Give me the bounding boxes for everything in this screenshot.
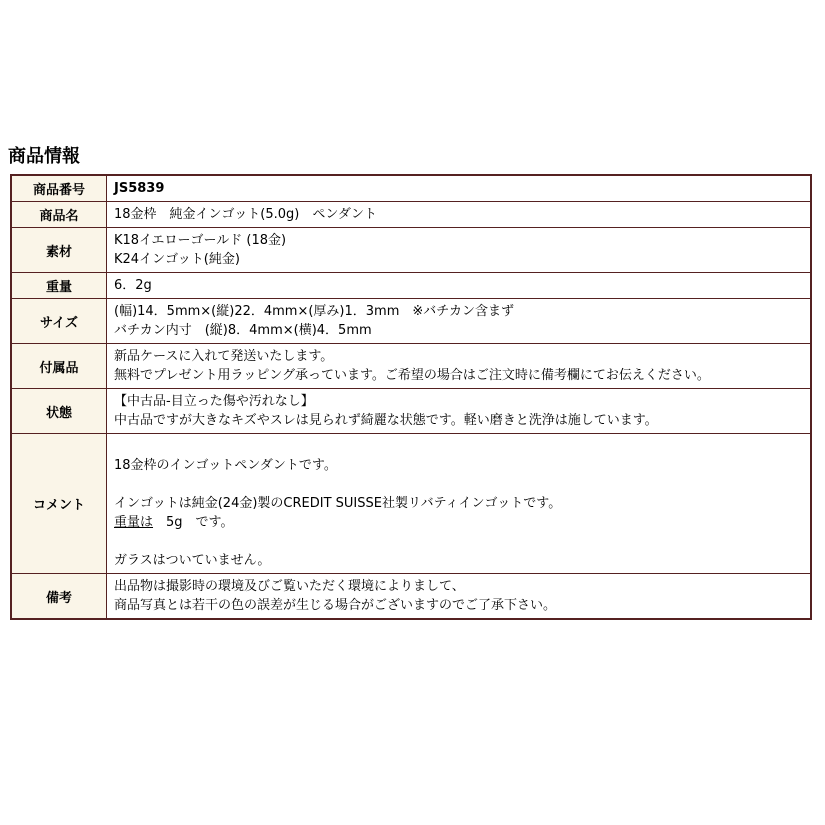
value-line: 中古品ですが大きなキズやスレは見られず綺麗な状態です。軽い磨きと洗浄は施しています。 <box>114 413 658 428</box>
value-line: バチカン内寸 (縦)8．4mm×(横)4．5mm <box>114 323 372 338</box>
value-cell <box>107 273 812 299</box>
value-line <box>114 532 803 551</box>
value-line: 無料でプレゼント用ラッピング承っています。ご希望の場合はご注文時に備考欄にてお伝えください。 <box>114 368 710 383</box>
label-cell: 素材 <box>11 228 107 273</box>
value-line: 新品ケースに入れて発送いたします。 <box>114 349 334 364</box>
table-row-material <box>11 228 811 273</box>
table-row-size <box>11 299 811 344</box>
table-row-condition <box>11 389 811 434</box>
underlined-text: 重量は <box>114 515 154 530</box>
product-info-section <box>8 146 814 620</box>
value-line <box>114 475 803 494</box>
value-cell <box>107 202 812 228</box>
label-cell: 状態 <box>11 389 107 434</box>
value-cell <box>107 299 812 344</box>
label-cell: 商品番号 <box>11 175 107 202</box>
value-line: (幅)14．5mm×(縦)22．4mm×(厚み)1．3mm ※バチカン含まず <box>114 304 514 319</box>
value-line: JS5839 <box>114 181 165 196</box>
value-line: 18金枠 純金インゴット(5.0g) ペンダント <box>114 207 377 222</box>
value-cell <box>107 574 812 620</box>
table-row-remarks <box>11 574 811 620</box>
label-cell: 備考 <box>11 574 107 620</box>
value-line: K24インゴット(純金) <box>114 252 240 267</box>
product-info-table <box>10 174 812 620</box>
value-line: ガラスはついていません。 <box>114 553 271 568</box>
value-cell <box>107 228 812 273</box>
value-cell <box>107 344 812 389</box>
table-row-item-number <box>11 175 811 202</box>
value-line <box>114 437 803 456</box>
label-cell: 重量 <box>11 273 107 299</box>
value-line <box>114 513 803 532</box>
table-row-accessories <box>11 344 811 389</box>
label-cell: サイズ <box>11 299 107 344</box>
table-row-item-name <box>11 202 811 228</box>
value-cell <box>107 175 812 202</box>
value-cell <box>107 389 812 434</box>
page-title: 商品情報 <box>8 146 80 167</box>
label-cell: 付属品 <box>11 344 107 389</box>
value-line: 【中古品-目立った傷や汚れなし】 <box>114 394 314 409</box>
label-cell: 商品名 <box>11 202 107 228</box>
value-line: 商品写真とは若干の色の誤差が生じる場合がございますのでご了承下さい。 <box>114 598 557 613</box>
value-line: K18イエローゴールド (18金) <box>114 233 287 248</box>
value-line-rest: 5g です。 <box>153 515 234 530</box>
value-line: 18金枠のインゴットペンダントです。 <box>114 458 337 473</box>
value-line: 6．2g <box>114 278 152 293</box>
value-line: インゴットは純金(24金)製のCREDIT SUISSE社製リバティインゴットです。 <box>114 496 562 511</box>
value-line: 出品物は撮影時の環境及びご覧いただく環境によりまして、 <box>114 579 465 594</box>
label-cell: コメント <box>11 434 107 574</box>
value-cell <box>107 434 812 574</box>
table-row-comment <box>11 434 811 574</box>
table-row-weight <box>11 273 811 299</box>
